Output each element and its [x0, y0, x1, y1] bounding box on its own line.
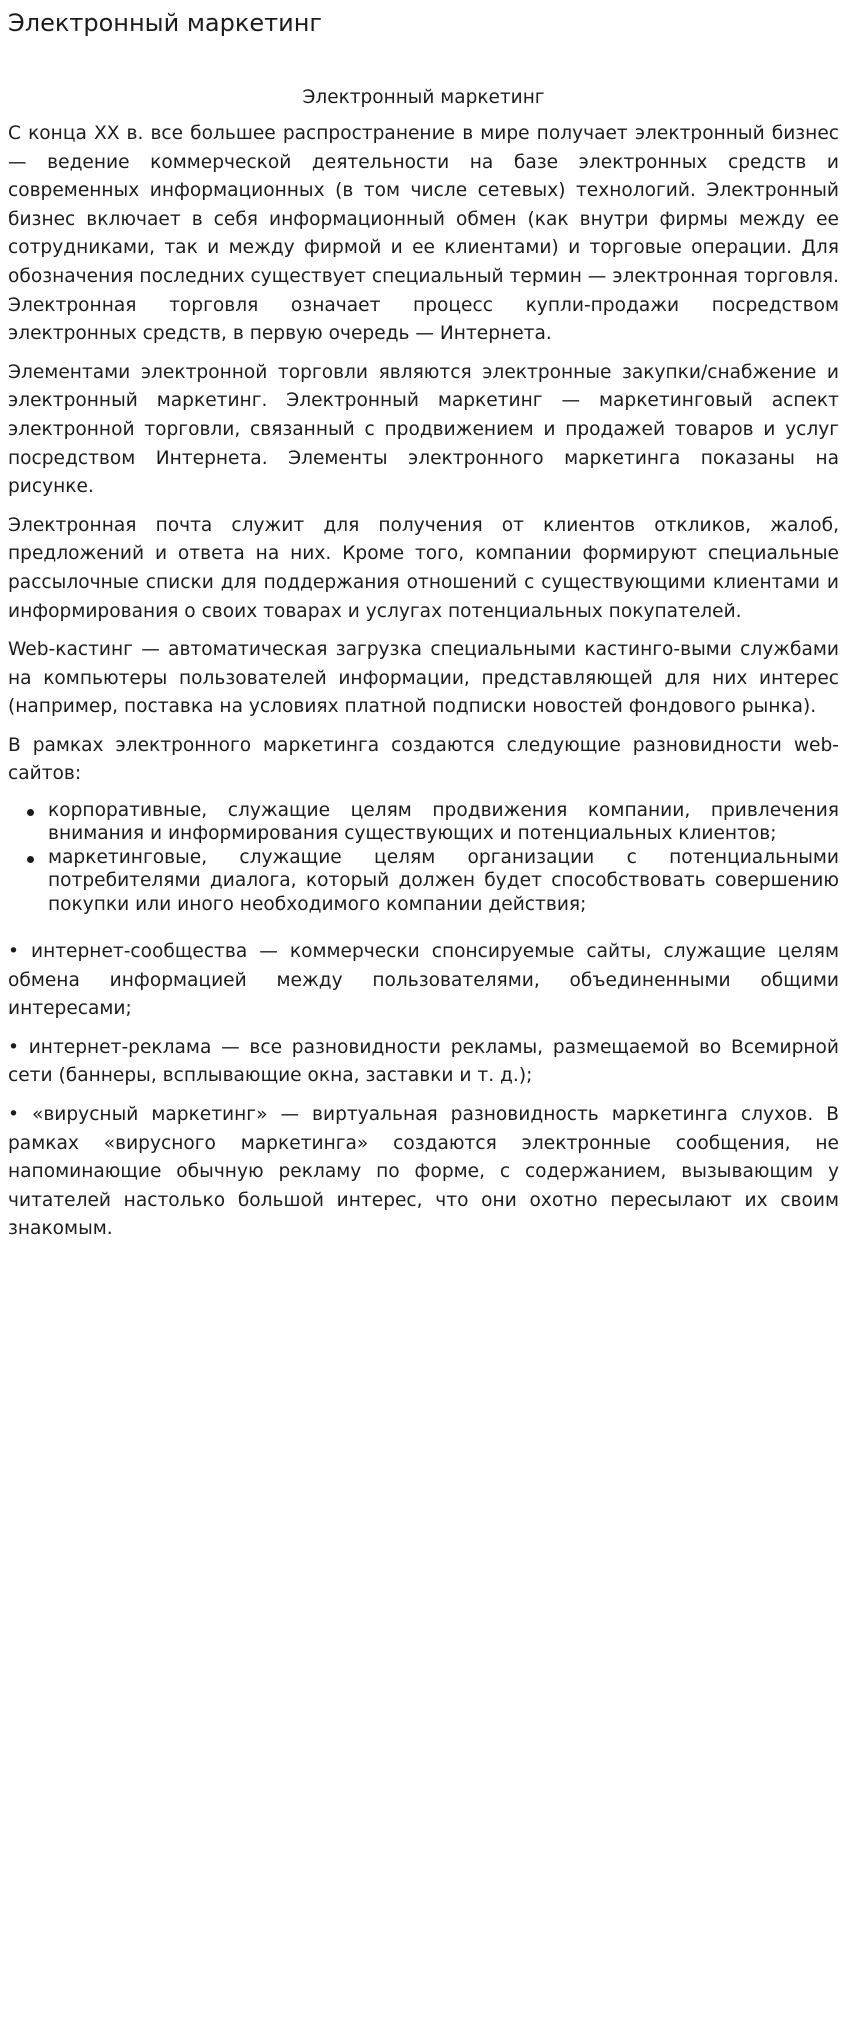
paragraph-communities: • интернет-сообщества — коммерчески спонсируемые сайты, служащие целям обмена информацией между пользователями, объединенными общими интересами;	[8, 941, 839, 1020]
paragraph-intro: С конца XX в. все большее распространение в мире получает электронный бизнес — ведение коммерческой деятельности на базе электронных средств и современных информационных (в том числе сетевых) технологий. Электронный бизнес включает в себя информационный обмен (как внутри фирмы между ее сотрудниками, так и между фирмой и ее клиентами) и торговые операции. Для обозначения последних существует специальный термин — электронная торговля. Электронная торговля означает процесс купли-продажи посредством электронных средств, в первую очередь — Интернета.	[8, 123, 839, 345]
bullet-icon	[27, 856, 34, 863]
list-item-text: корпоративные, служащие целям продвижения компании, привлечения внимания и информирования существующих и потенциальных клиентов;	[48, 800, 839, 845]
list-item-text: маркетинговые, служащие целям организации с потенциальными потребителями диалога, который должен будет способствовать совершению покупки или иного необходимого компании действия;	[48, 846, 839, 915]
paragraph-viral: • «вирусный маркетинг» — виртуальная разновидность маркетинга слухов. В рамках «вирусного маркетинга» создаются электронные сообщения, не напоминающие обычную рекламу по форме, с содержанием, вызывающим у читателей настолько большой интерес, что они охотно пересылают их своим знакомым.	[8, 1104, 839, 1240]
page-title: Электронный маркетинг	[8, 9, 323, 37]
paragraph-webcasting: Web-кастинг — автоматическая загрузка специальными кастинго-выми службами на компьютеры пользователей информации, представляющей для них интерес (например, поставка на условиях платной подписки новостей фондового рынка).	[8, 639, 839, 718]
paragraph-advertising: • интернет-реклама — все разновидности рекламы, размещаемой во Всемирной сети (баннеры, всплывающие окна, заставки и т. д.);	[8, 1036, 839, 1087]
paragraph-websites-intro: В рамках электронного маркетинга создаются следующие разновидности web-сайтов:	[8, 734, 839, 785]
website-types-list	[8, 799, 839, 916]
list-item	[48, 846, 839, 916]
list-item	[48, 799, 839, 846]
bullet-icon	[27, 809, 34, 816]
paragraph-elements: Элементами электронной торговли являются электронные закупки/снабжение и электронный маркетинг. Электронный маркетинг — маркетинговый аспект электронной торговли, связанный с продвижением и продажей товаров и услуг посредством Интернета. Элементы электронного маркетинга показаны на рисунке.	[8, 361, 839, 498]
paragraph-email: Электронная почта служит для получения от клиентов откликов, жалоб, предложений и ответа на них. Кроме того, компании формируют специальные рассылочные списки для поддержания отношений с существующими клиентами и информирования о своих товарах и услугах потенциальных покупателей.	[8, 514, 839, 622]
section-title: Электронный маркетинг	[302, 87, 545, 108]
